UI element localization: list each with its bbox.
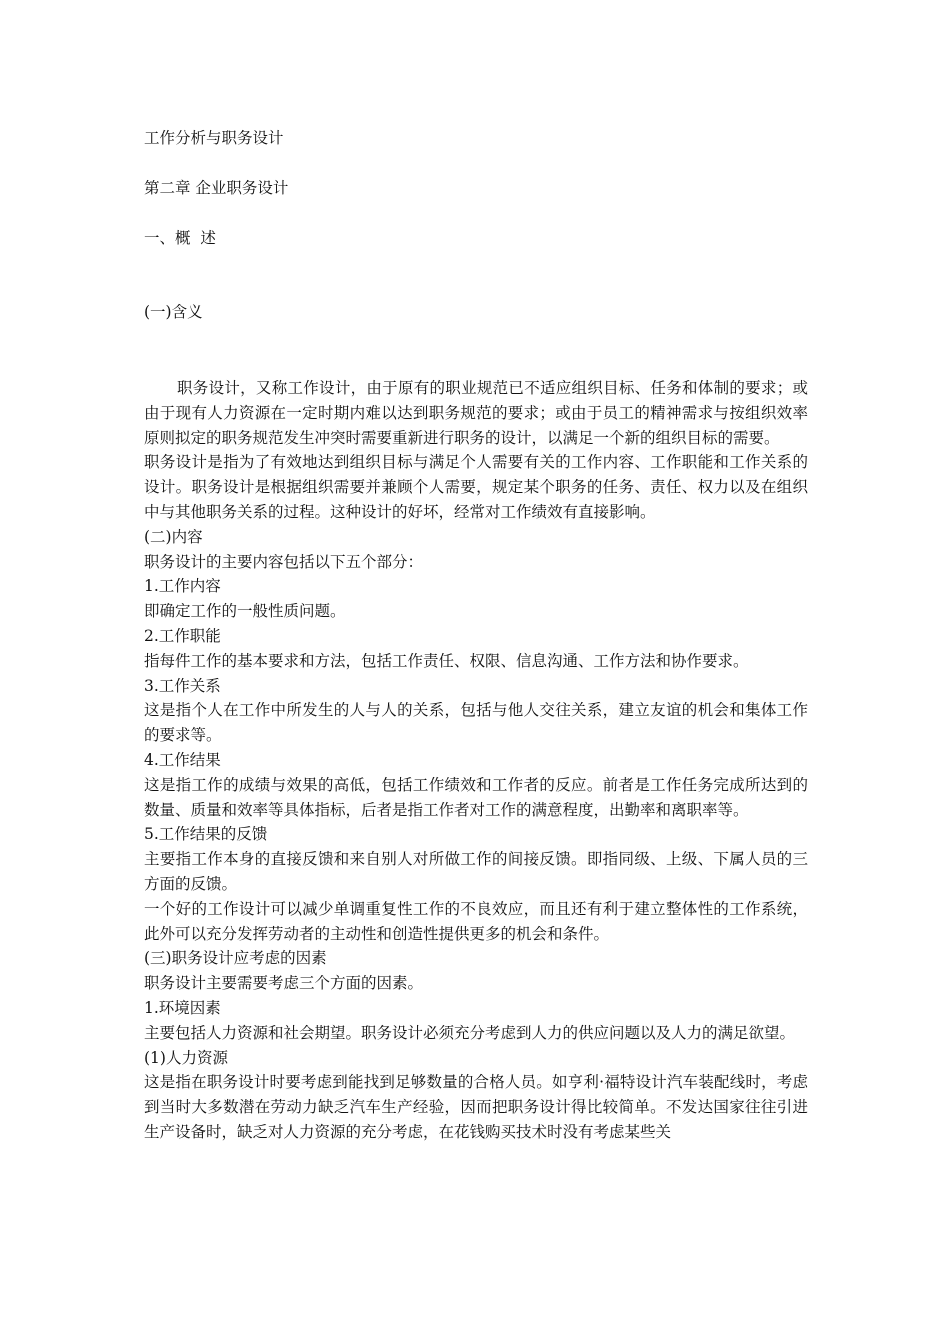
item-heading: 3.工作关系 [144,676,221,695]
item-heading: 2.工作职能 [144,626,221,645]
paragraph: 一个好的工作设计可以减少单调重复性工作的不良效应，而且还有利于建立整体性的工作系统，此外可以充分发挥劳动者的主动性和创造性提供更多的机会和条件。 [144,899,808,943]
paragraph: 指每件工作的基本要求和方法，包括工作责任、权限、信息沟通、工作方法和协作要求。 [144,651,749,670]
paragraph: 主要指工作本身的直接反馈和来自别人对所做工作的间接反馈。即指同级、上级、下属人员的三方面的反馈。 [144,850,808,893]
paragraph: 职务设计，又称工作设计，由于原有的职业规范已不适应组织目标、任务和体制的要求；或由于现有人力资源在一定时期内难以达到职务规范的要求；或由于员工的精神需求与按组织效率原则拟定的职务规范发生冲突时需要重新进行职务的设计，以满足一个新的组织目标的需要。 [144,379,808,447]
paragraph: 职务设计主要需要考虑三个方面的因素。 [144,974,424,993]
paragraph: 这是指在职务设计时要考虑到能找到足够数量的合格人员。如亨利·福特设计汽车装配线时，考虑到当时大多数潜在劳动力缺乏汽车生产经验，因而把职务设计得比较简单。不发达国家往往引进生产设备时，缺乏对人力资源的充分考虑，在花钱购买技术时没有考虑某些关 [144,1073,808,1141]
item-heading: 1.工作内容 [144,577,221,596]
paragraph: 职务设计的主要内容包括以下五个部分： [144,552,424,571]
section-heading: 一、概 述 [144,229,216,247]
subsection-heading: (一)含义 [144,303,203,321]
document-title: 工作分析与职务设计 [144,129,284,147]
chapter-heading: 第二章 企业职务设计 [144,179,289,197]
subsection-heading: (二)内容 [144,527,203,546]
subsection-heading: (三)职务设计应考虑的因素 [144,949,327,968]
paragraph: 主要包括人力资源和社会期望。职务设计必须充分考虑到人力的供应问题以及人力的满足欲望。 [144,1023,796,1042]
paragraph: 职务设计是指为了有效地达到组织目标与满足个人需要有关的工作内容、工作职能和工作关系的设计。职务设计是根据组织需要并兼顾个人需要，规定某个职务的任务、责任、权力以及在组织中与其他职务关系的过程。这种设计的好坏，经常对工作绩效有直接影响。 [144,453,808,521]
item-heading: 1.环境因素 [144,998,221,1017]
paragraph: 这是指个人在工作中所发生的人与人的关系，包括与他人交往关系，建立友谊的机会和集体工作的要求等。 [144,701,808,745]
item-heading: 5.工作结果的反馈 [144,825,268,844]
document-body [144,376,808,1145]
item-heading: 4.工作结果 [144,750,221,769]
paragraph: 这是指工作的成绩与效果的高低，包括工作绩效和工作者的反应。前者是工作任务完成所达到的数量、质量和效率等具体指标，后者是指工作者对工作的满意程度，出勤率和离职率等。 [144,775,808,819]
item-heading: (1)人力资源 [144,1048,228,1067]
paragraph: 即确定工作的一般性质问题。 [144,602,346,621]
